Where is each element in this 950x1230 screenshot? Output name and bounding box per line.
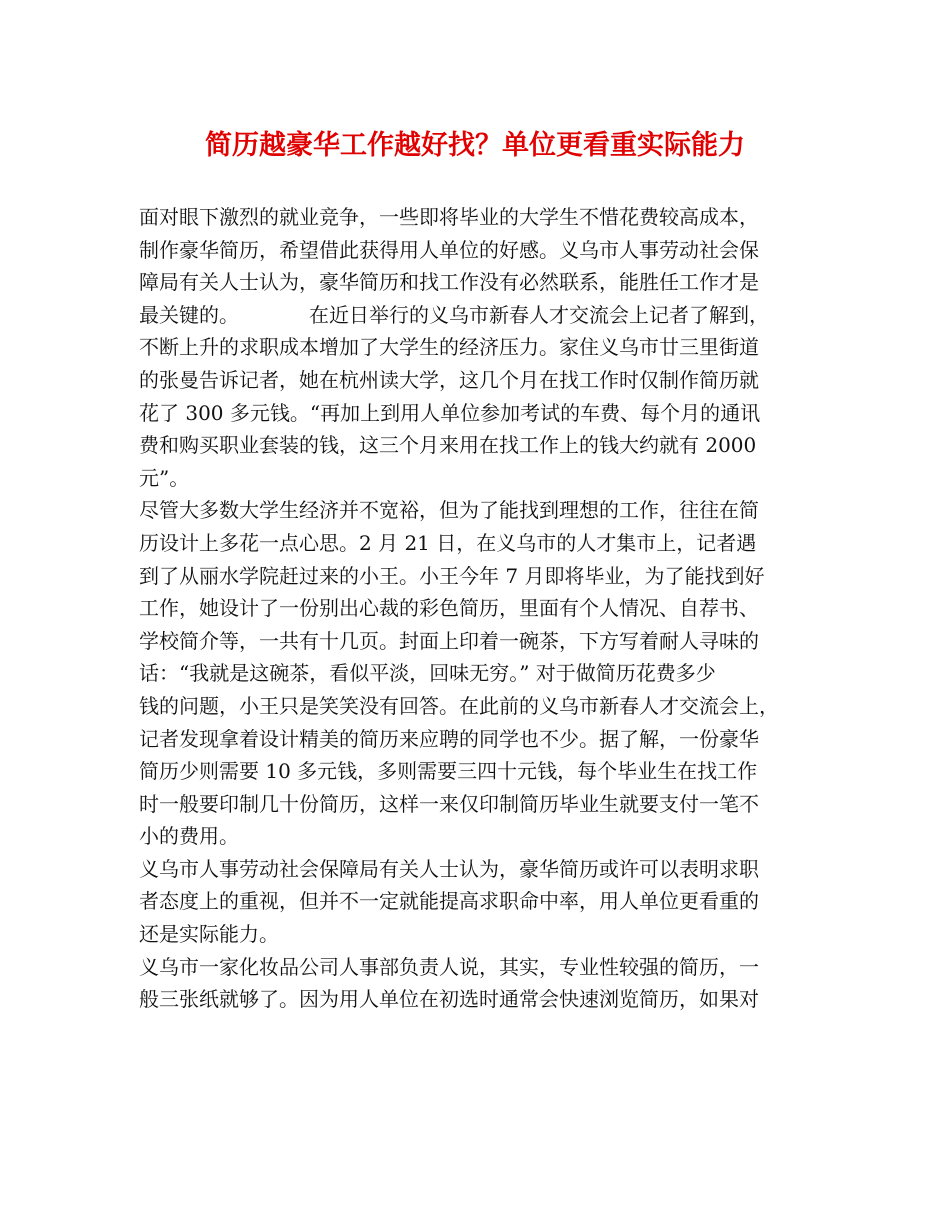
- text-line: 钱的问题，小王只是笑笑没有回答。在此前的义乌市新春人才交流会上，: [139, 693, 779, 718]
- text-line: 不断上升的求职成本增加了大学生的经济压力。家住义乌市廿三里街道: [139, 335, 759, 360]
- text-line: 障局有关人士认为，豪华简历和找工作没有必然联系，能胜任工作才是: [139, 270, 759, 295]
- text-line: 尽管大多数大学生经济并不宽裕，但为了能找到理想的工作，往往在简: [139, 498, 759, 523]
- text-line: 般三张纸就够了。因为用人单位在初选时通常会快速浏览简历，如果对: [139, 987, 759, 1012]
- text-line: 制作豪华简历，希望借此获得用人单位的好感。义乌市人事劳动社会保: [139, 237, 759, 262]
- text-line: 义乌市人事劳动社会保障局有关人士认为，豪华简历或许可以表明求职: [139, 856, 759, 881]
- text-line: 者态度上的重视，但并不一定就能提高求职命中率，用人单位更看重的: [139, 889, 759, 914]
- text-line: 最关键的。 在近日举行的义乌市新春人才交流会上记者了解到，: [139, 302, 769, 327]
- text-line: 简历少则需要 10 多元钱，多则需要三四十元钱，每个毕业生在找工作: [139, 759, 758, 784]
- text-line: 面对眼下激烈的就业竞争，一些即将毕业的大学生不惜花费较高成本，: [139, 205, 759, 229]
- text-line: 记者发现拿着设计精美的简历来应聘的同学也不少。据了解，一份豪华: [139, 726, 759, 751]
- text-line: 工作，她设计了一份别出心裁的彩色简历，里面有个人情况、自荐书、: [139, 596, 759, 621]
- text-line: 到了从丽水学院赶过来的小王。小王今年 7 月即将毕业，为了能找到好: [139, 563, 765, 588]
- text-line: 的张曼告诉记者，她在杭州读大学，这几个月在找工作时仅制作简历就: [139, 367, 759, 392]
- text-line: 元”。: [139, 465, 190, 490]
- text-line: 时一般要印制几十份简历，这样一来仅印制简历毕业生就要支付一笔不: [139, 791, 759, 816]
- text-line: 义乌市一家化妆品公司人事部负责人说，其实，专业性较强的简历，一: [139, 954, 759, 979]
- text-line: 费和购买职业套装的钱，这三个月来用在找工作上的钱大约就有 2000: [139, 433, 757, 458]
- text-line: 还是实际能力。: [139, 922, 279, 947]
- text-line: 学校简介等，一共有十几页。封面上印着一碗茶，下方写着耐人寻味的: [139, 628, 759, 653]
- text-line: 小的费用。: [139, 824, 239, 849]
- document-title: 简历越豪华工作越好找？单位更看重实际能力: [205, 130, 745, 161]
- text-line: 话：“我就是这碗茶，看似平淡，回味无穷。” 对于做简历花费多少: [139, 661, 716, 686]
- text-line: 历设计上多花一点心思。2 月 21 日，在义乌市的人才集市上，记者遇: [139, 530, 757, 555]
- article-body: [139, 201, 829, 1016]
- text-line: 花了 300 多元钱。“再加上到用人单位参加考试的车费、每个月的通讯: [139, 400, 761, 425]
